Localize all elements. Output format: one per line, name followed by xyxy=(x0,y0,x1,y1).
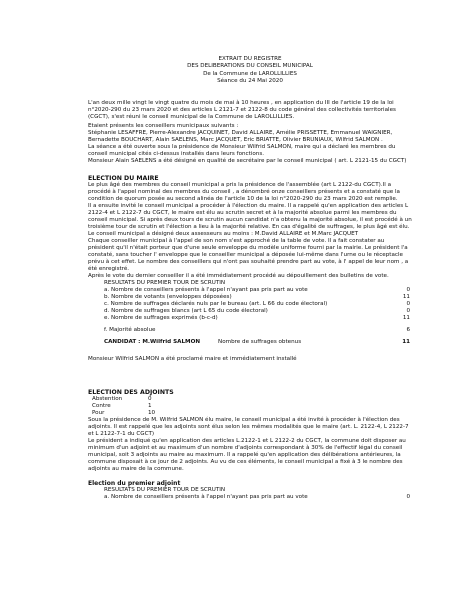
candidat-row xyxy=(88,339,410,346)
results-row xyxy=(88,308,410,315)
adjoints-vote-tally xyxy=(88,396,412,417)
intro-paragraph-2: Etaient présents les conseillers municipaux suivants : xyxy=(88,122,239,129)
intro-paragraph-1: L'an deux mille vingt le vingt quatre du mois de mai à 10 heures , en application du III de l'article 19 de la loi n°2020-290 du 23 mars 2020 et des articles L 2121-7 et 2122-8 du code général des collectivités territoriales (CGCT), s'est réuni le conseil municipal de la Commune de LAROLLILLIES. xyxy=(88,99,396,120)
results-row xyxy=(88,287,410,294)
results-row xyxy=(88,494,410,501)
maire-results-title: RESULTATS DU PREMIER TOUR DE SCRUTIN xyxy=(104,279,226,286)
premier-adjoint-results-title: RESULTATS DU PREMIER TOUR DE SCRUTIN xyxy=(104,486,226,493)
results-row-label: a. Nombre de conseillers présents à l'appel n'ayant pas pris part au vote xyxy=(104,286,308,293)
results-row xyxy=(88,327,410,334)
header-line-2: DES DELIBERATIONS DU CONSEIL MUNICIPAL xyxy=(187,63,313,70)
results-row-label: b. Nombre de votants (enveloppes déposées) xyxy=(104,293,232,300)
vote-value: 10 xyxy=(148,409,156,416)
vote-label: Pour xyxy=(92,409,105,416)
vote-label: Contre xyxy=(92,402,111,409)
header-line-3: De la Commune de LAROLLILLIES xyxy=(203,70,297,77)
results-row-value: 6 xyxy=(406,326,410,333)
election-maire-title: ELECTION DU MAIRE xyxy=(88,174,159,182)
results-row xyxy=(88,315,410,322)
candidat-votes: 11 xyxy=(402,338,410,345)
header-line-4: Séance du 24 Mai 2020 xyxy=(217,78,283,85)
results-row-value: 0 xyxy=(406,300,410,307)
results-row-value: 0 xyxy=(406,493,410,500)
maire-paragraph-5: Après le vote du dernier conseiller il a été immédiatement procédé au dépouillement des bulletins de vote. xyxy=(88,272,389,279)
results-row-value: 11 xyxy=(402,314,410,321)
results-row-label: f. Majorité absolue xyxy=(104,326,156,333)
maire-paragraph-1: Le plus âgé des membres du conseil municipal a pris la présidence de l'assemblée (art L 2122-du CGCT).Il a procédé à l'appel nominal des membres du conseil , a dénombré onze conseillers présents et a constaté que la condition de quorum posée au second alinéa de l'article 10 de la loi n°2020-290 du 23 mars 2020 est remplie. xyxy=(88,181,400,202)
adjoints-paragraph-1: Sous la présidence de M. Wilfrid SALMON élu maire, le conseil municipal a été invité à procéder à l'élection des adjoints. Il est rappelé que les adjoints sont élus selon les mêmes modalités que le maire (art. L. 2122-4, L 2122-7 et L 2122-7-1 du CGCT) xyxy=(88,416,409,437)
results-row-value: 0 xyxy=(406,307,410,314)
maire-results-table xyxy=(88,287,412,334)
results-row xyxy=(88,301,410,308)
vote-value: 1 xyxy=(148,402,152,409)
intro-paragraph-5: Monsieur Alain SAELENS a été désigné en qualité de secrétaire par le conseil municipal ( art. L 2121-15 du CGCT) xyxy=(88,157,407,164)
candidat-name xyxy=(104,339,301,346)
candidat-votes-label: Nombre de suffrages obtenus xyxy=(218,338,302,345)
results-row xyxy=(88,294,410,301)
premier-adjoint-title: Election du premier adjoint xyxy=(88,479,181,487)
candidat-label: CANDIDAT : M.Wilfrid SALMON xyxy=(104,338,201,345)
vote-value: 0 xyxy=(148,395,152,402)
election-adjoints-title: ELECTION DES ADJOINTS xyxy=(88,388,174,396)
maire-paragraph-2: Il a ensuite invité le conseil municipal a procéder à l'élection du maire. Il a rappelé qu'en application des articles L 2122-4 et L 2122-7 du CGCT, le maire est élu au scrutin secret et à la majorité absolue parmi les membres du conseil municipal. Si après deux tours de scrutin aucun candidat n'a obtenu la majorité absolue, il est procédé à un troisième tour de scrutin et l'élection a lieu à la majorité relative. En cas d'égalité de suffrages, le plus âgé est élu. xyxy=(88,202,412,230)
intro-paragraph-3: Stéphanie LESAFFRE, Pierre-Alexandre JACQUINET, David ALLAIRE, Amélie PRISSETTE, Emmanuel WAIGNIER, Bernadette BOUCHART, Alain SAELENS, Marc JACQUET, Eric BRIATTE, Olivier BRUNIAUX, Wilfrid SALMON . xyxy=(88,129,393,143)
results-row-value: 11 xyxy=(402,293,410,300)
maire-proclaimed: Monsieur Wilfrid SALMON a été proclamé maire et immédiatement installé xyxy=(88,355,297,362)
election-maire-section xyxy=(88,175,412,363)
intro-section xyxy=(88,100,412,165)
results-row-label: d. Nombre de suffrages blancs (art L 65 du code électoral) xyxy=(104,307,268,314)
vote-label: Abstention xyxy=(92,395,123,402)
intro-paragraph-4: La séance a été ouverte sous la présidence de Monsieur Wilfrid SALMON, maire qui a déclaré les membres du conseil municipal cités ci-dessus installés dans leurs fonctions. xyxy=(88,143,396,157)
election-adjoints-section xyxy=(88,389,412,501)
results-row-label: a. Nombre de conseillers présents à l'appel n'ayant pas pris part au vote xyxy=(104,493,308,500)
results-row-label: c. Nombre de suffrages déclarés nuls par le bureau (art. L 66 du code électoral) xyxy=(104,300,328,307)
results-row-value: 0 xyxy=(406,286,410,293)
adjoints-paragraph-2: Le président a indiqué qu'en application des articles L.2122-1 et L 2122-2 du CGCT, la commune doit disposer au minimum d'un adjoint et au maximum d'un nombre d'adjoints correspondant à 30% de l'effectif légal du conseil municipal, soit 3 adjoints au maire au maximum. Il a rappelé qu'en application des délibérations antérieures, la commune disposait à ce jour de 2 adjoints. Au vu de ces éléments, le conseil municipal a fixé à 3 le nombre des adjoints au maire de la commune. xyxy=(88,437,406,472)
document-header xyxy=(88,56,412,86)
maire-paragraph-4: Chaque conseiller municipal à l'appel de son nom s'est approché de la table de vote. Il a fait constater au président qu'il n'était porteur que d'une seule enveloppe du modèle uniforme fourni par la mairie. Le président l'a constaté, sans toucher l' enveloppe que le conseiller municipal a déposée lui-même dans l'urne ou le réceptacle prévu à cet effet. Le nombre des conseillers qui n'ont pas souhaité prendre part au vote, à l' appel de leur nom , a été enregistré. xyxy=(88,237,409,272)
header-line-1: EXTRAIT DU REGISTRE xyxy=(218,56,282,62)
maire-paragraph-3: Le conseil municipal a désigné deux assesseurs au moins : M.David ALLAIRE et M.Marc JACQUET xyxy=(88,230,359,237)
results-row-label: e. Nombre de suffrages exprimés (b-c-d) xyxy=(104,314,218,321)
